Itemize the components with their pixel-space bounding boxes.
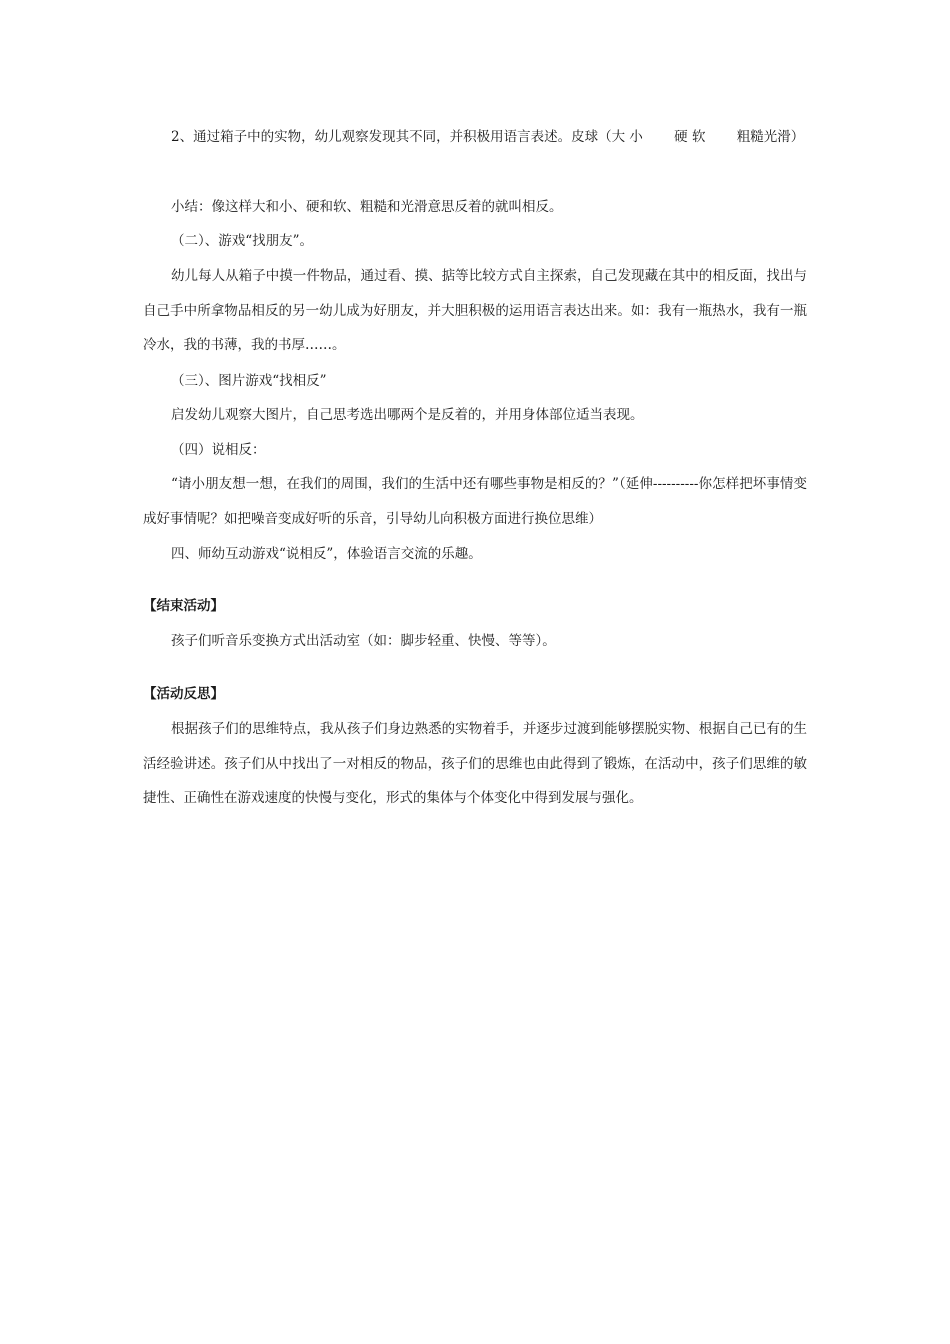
paragraph-activity-reflection: 根据孩子们的思维特点，我从孩子们身边熟悉的实物着手，并逐步过渡到能够摆脱实物、根据自己已有的生活经验讲述。孩子们从中找出了一对相反的物品，孩子们的思维也由此得到了锻炼，在活动中，孩子们思维的敏捷性、正确性在游戏速度的快慢与变化，形式的集体与个体变化中得到发展与强化。: [143, 721, 807, 806]
paragraph-observe-objects: 2、通过箱子中的实物，幼儿观察发现其不同，并积极用语言表述。皮球（大 小 硬 软 粗糙光滑）: [171, 129, 805, 145]
heading-ending-activity: 【结束活动】: [143, 598, 224, 614]
paragraph-interactive-game: 四、师幼互动游戏“说相反”，体验语言交流的乐趣。: [171, 546, 482, 562]
paragraph-ending-activity: 孩子们听音乐变换方式出活动室（如：脚步轻重、快慢、等等）。: [171, 633, 556, 649]
paragraph-picture-game-body: 启发幼儿观察大图片，自己思考选出哪两个是反着的，并用身体部位适当表现。: [171, 407, 644, 423]
paragraph-say-opposite-body: “请小朋友想一想，在我们的周围，我们的生活中还有哪些事物是相反的？”（延伸----------你怎样把坏事情变成好事情呢？如把噪音变成好听的乐音，引导幼儿向积极方面进行换位思维）: [143, 476, 807, 527]
paragraph-say-opposite-title: （四）说相反：: [171, 442, 266, 458]
paragraph-game-find-friend-body: 幼儿每人从箱子中摸一件物品，通过看、摸、掂等比较方式自主探索，自己发现藏在其中的相反面，找出与自己手中所拿物品相反的另一幼儿成为好朋友，并大胆积极的运用语言表达出来。如：我有一瓶热水，我有一瓶冷水，我的书薄，我的书厚……。: [143, 268, 807, 353]
paragraph-game-find-friend-title: （二）、游戏“找朋友”。: [171, 233, 314, 249]
paragraph-picture-game-title: （三）、图片游戏“找相反”: [171, 373, 327, 389]
paragraph-summary: 小结：像这样大和小、硬和软、粗糙和光滑意思反着的就叫相反。: [171, 199, 563, 215]
heading-activity-reflection: 【活动反思】: [143, 686, 224, 702]
